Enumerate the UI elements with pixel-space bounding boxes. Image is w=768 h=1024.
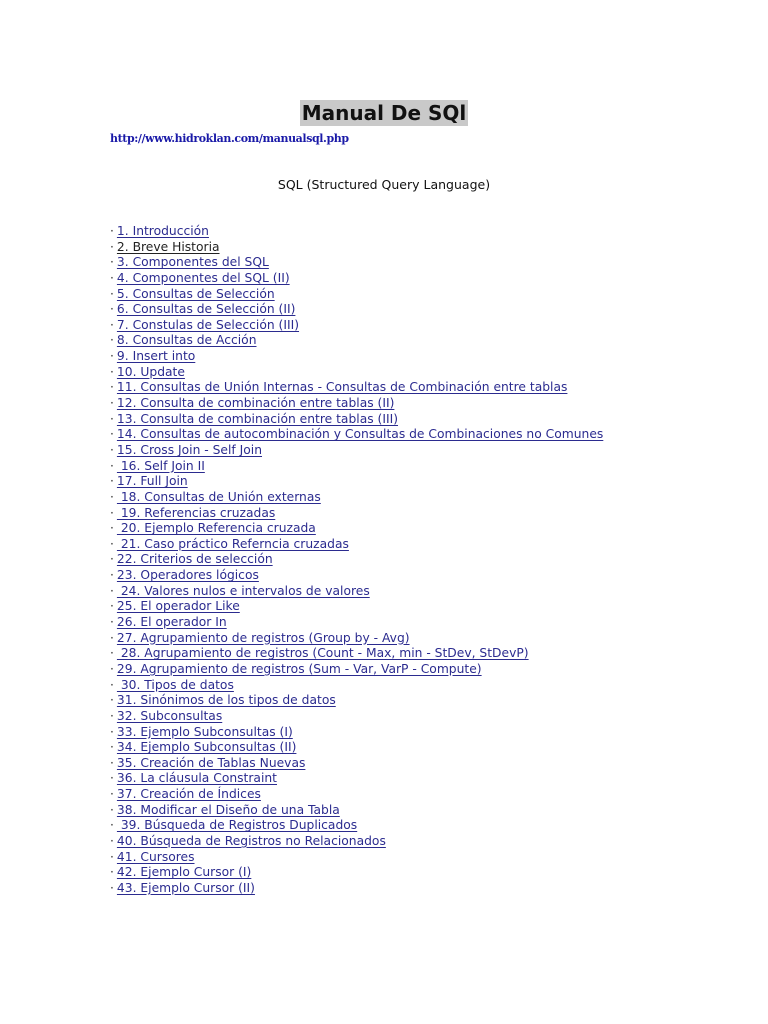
toc-item	[110, 709, 603, 725]
toc-item	[110, 615, 603, 631]
toc-item	[110, 599, 603, 615]
bullet-icon: ·	[110, 646, 114, 661]
toc-item	[110, 521, 603, 537]
toc-link[interactable]: 21. Caso práctico Referncia cruzadas	[116, 536, 349, 551]
bullet-icon: ·	[110, 505, 114, 520]
toc-link[interactable]: 41. Cursores	[116, 849, 195, 864]
toc-item	[110, 396, 603, 412]
bullet-icon: ·	[110, 474, 114, 489]
toc-item	[110, 427, 603, 443]
toc-link[interactable]: 11. Consultas de Unión Internas - Consultas de Combinación entre tablas	[116, 380, 568, 395]
page-title	[0, 90, 768, 128]
toc-item	[110, 459, 603, 475]
toc-item	[110, 380, 603, 396]
bullet-icon: ·	[110, 458, 114, 473]
bullet-icon: ·	[110, 615, 114, 630]
bullet-icon: ·	[110, 802, 114, 817]
toc-item	[110, 740, 603, 756]
toc-item	[110, 771, 603, 787]
bullet-icon: ·	[110, 661, 114, 676]
toc-link[interactable]: 37. Creación de Índices	[116, 787, 261, 802]
toc-link[interactable]: 34. Ejemplo Subconsultas (II)	[116, 740, 297, 755]
toc-item	[110, 302, 603, 318]
bullet-icon: ·	[110, 630, 114, 645]
toc-link[interactable]: 26. El operador In	[116, 615, 227, 630]
toc-link[interactable]: 1. Introducción	[116, 224, 209, 238]
bullet-icon: ·	[110, 380, 114, 395]
toc-link[interactable]: 2. Breve Historia	[116, 239, 220, 254]
toc-item	[110, 834, 603, 850]
bullet-icon: ·	[110, 489, 114, 504]
bullet-icon: ·	[110, 536, 114, 551]
toc-link[interactable]: 7. Constulas de Selección (III)	[116, 317, 300, 332]
toc-item	[110, 443, 603, 459]
toc-link[interactable]: 39. Búsqueda de Registros Duplicados	[116, 818, 358, 833]
bullet-icon: ·	[110, 833, 114, 848]
toc-link[interactable]: 17. Full Join	[116, 474, 188, 489]
toc-link[interactable]: 40. Búsqueda de Registros no Relacionados	[116, 833, 386, 848]
toc-link[interactable]: 35. Creación de Tablas Nuevas	[116, 755, 306, 770]
table-of-contents	[110, 224, 603, 897]
bullet-icon: ·	[110, 724, 114, 739]
toc-link[interactable]: 10. Update	[116, 364, 185, 379]
toc-item	[110, 318, 603, 334]
toc-link[interactable]: 3. Componentes del SQL	[116, 255, 269, 270]
bullet-icon: ·	[110, 755, 114, 770]
toc-link[interactable]: 27. Agrupamiento de registros (Group by - Avg)	[116, 630, 410, 645]
toc-link[interactable]: 24. Valores nulos e intervalos de valores	[116, 583, 370, 598]
toc-item	[110, 787, 603, 803]
toc-link[interactable]: 36. La cláusula Constraint	[116, 771, 278, 786]
bullet-icon: ·	[110, 270, 114, 285]
toc-item	[110, 506, 603, 522]
source-url-link[interactable]: http://www.hidroklan.com/manualsql.php	[110, 132, 349, 145]
toc-link[interactable]: 25. El operador Like	[116, 599, 240, 614]
toc-item	[110, 224, 603, 240]
bullet-icon: ·	[110, 286, 114, 301]
toc-item	[110, 365, 603, 381]
toc-link[interactable]: 15. Cross Join - Self Join	[116, 442, 263, 457]
toc-item	[110, 693, 603, 709]
toc-item	[110, 881, 603, 897]
bullet-icon: ·	[110, 224, 114, 238]
bullet-icon: ·	[110, 442, 114, 457]
toc-item	[110, 662, 603, 678]
toc-item	[110, 349, 603, 365]
toc-item	[110, 568, 603, 584]
toc-link[interactable]: 6. Consultas de Selección (II)	[116, 302, 296, 317]
toc-link[interactable]: 33. Ejemplo Subconsultas (I)	[116, 724, 293, 739]
bullet-icon: ·	[110, 880, 114, 895]
toc-link[interactable]: 14. Consultas de autocombinación y Consultas de Combinaciones no Comunes	[116, 427, 604, 442]
bullet-icon: ·	[110, 317, 114, 332]
toc-link[interactable]: 31. Sinónimos de los tipos de datos	[116, 693, 336, 708]
toc-link[interactable]: 29. Agrupamiento de registros (Sum - Var, VarP - Compute)	[116, 661, 482, 676]
toc-item	[110, 552, 603, 568]
toc-link[interactable]: 30. Tipos de datos	[116, 677, 234, 692]
toc-link[interactable]: 43. Ejemplo Cursor (II)	[116, 880, 255, 895]
bullet-icon: ·	[110, 693, 114, 708]
bullet-icon: ·	[110, 302, 114, 317]
bullet-icon: ·	[110, 771, 114, 786]
bullet-icon: ·	[110, 411, 114, 426]
toc-link[interactable]: 42. Ejemplo Cursor (I)	[116, 865, 252, 880]
toc-item	[110, 631, 603, 647]
toc-item	[110, 818, 603, 834]
toc-link[interactable]: 22. Criterios de selección	[116, 552, 273, 567]
toc-item	[110, 271, 603, 287]
bullet-icon: ·	[110, 599, 114, 614]
toc-item	[110, 850, 603, 866]
toc-link[interactable]: 13. Consulta de combinación entre tablas (III)	[116, 411, 399, 426]
toc-link[interactable]: 28. Agrupamiento de registros (Count - Max, min - StDev, StDevP)	[116, 646, 529, 661]
bullet-icon: ·	[110, 740, 114, 755]
document-subtitle: SQL (Structured Query Language)	[277, 177, 491, 192]
toc-item	[110, 537, 603, 553]
bullet-icon: ·	[110, 349, 114, 364]
toc-link[interactable]: 4. Componentes del SQL (II)	[116, 270, 290, 285]
toc-link[interactable]: 5. Consultas de Selección	[116, 286, 275, 301]
toc-item	[110, 474, 603, 490]
toc-item	[110, 865, 603, 881]
toc-link[interactable]: 12. Consulta de combinación entre tablas (II)	[116, 396, 395, 411]
toc-item	[110, 756, 603, 772]
toc-item	[110, 490, 603, 506]
bullet-icon: ·	[110, 396, 114, 411]
bullet-icon: ·	[110, 865, 114, 880]
toc-link[interactable]: 9. Insert into	[116, 349, 196, 364]
bullet-icon: ·	[110, 818, 114, 833]
bullet-icon: ·	[110, 333, 114, 348]
toc-link[interactable]: 18. Consultas de Unión externas	[116, 489, 321, 504]
bullet-icon: ·	[110, 552, 114, 567]
toc-item	[110, 803, 603, 819]
toc-item	[110, 333, 603, 349]
bullet-icon: ·	[110, 787, 114, 802]
toc-item	[110, 678, 603, 694]
bullet-icon: ·	[110, 568, 114, 583]
toc-item	[110, 240, 603, 256]
bullet-icon: ·	[110, 708, 114, 723]
bullet-icon: ·	[110, 255, 114, 270]
toc-link[interactable]: 8. Consultas de Acción	[116, 333, 257, 348]
bullet-icon: ·	[110, 239, 114, 254]
toc-link[interactable]: 23. Operadores lógicos	[116, 568, 259, 583]
page-title-text: Manual De SQl	[301, 101, 467, 125]
toc-link[interactable]: 32. Subconsultas	[116, 708, 223, 723]
bullet-icon: ·	[110, 677, 114, 692]
toc-link[interactable]: 20. Ejemplo Referencia cruzada	[116, 521, 316, 536]
toc-item	[110, 255, 603, 271]
toc-item	[110, 584, 603, 600]
toc-link[interactable]: 38. Modificar el Diseño de una Tabla	[116, 802, 340, 817]
toc-link[interactable]: 19. Referencias cruzadas	[116, 505, 276, 520]
bullet-icon: ·	[110, 583, 114, 598]
toc-item	[110, 646, 603, 662]
bullet-icon: ·	[110, 364, 114, 379]
toc-item	[110, 725, 603, 741]
bullet-icon: ·	[110, 849, 114, 864]
bullet-icon: ·	[110, 427, 114, 442]
toc-link[interactable]: 16. Self Join II	[116, 458, 205, 473]
bullet-icon: ·	[110, 521, 114, 536]
toc-item	[110, 287, 603, 303]
toc-item	[110, 412, 603, 428]
